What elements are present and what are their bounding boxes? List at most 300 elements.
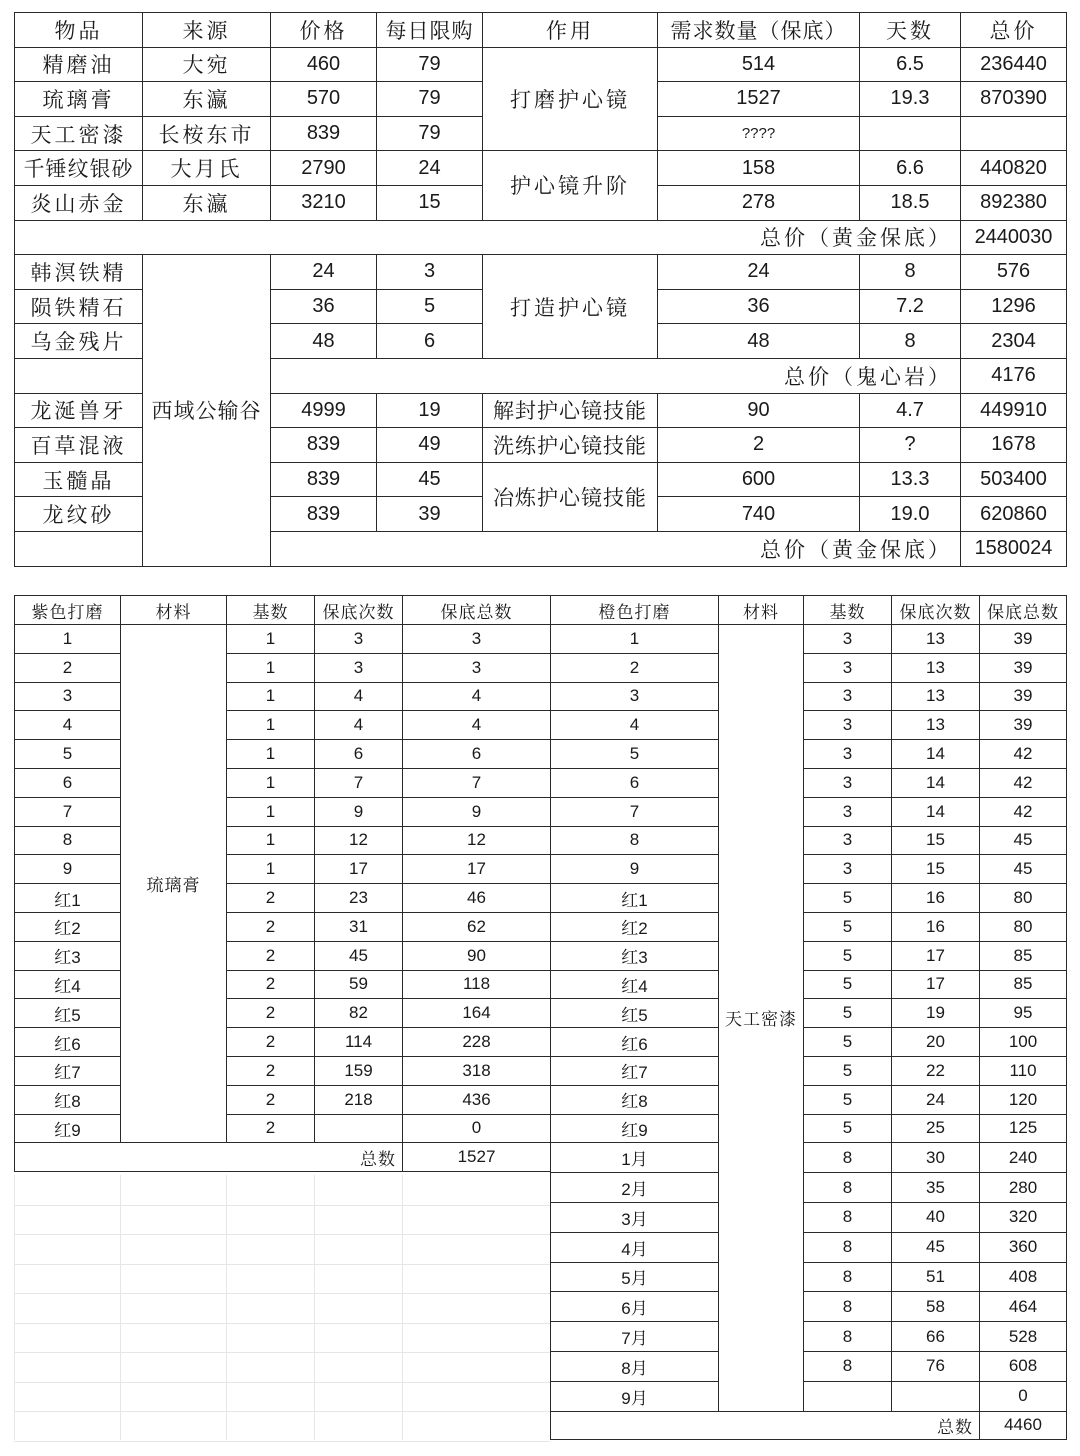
sum-value: 1527 <box>403 1143 551 1172</box>
item-limit: 6 <box>377 324 483 359</box>
base-cell <box>804 1381 892 1411</box>
item-days <box>860 116 961 151</box>
level-cell: 8 <box>551 826 719 855</box>
table-row <box>15 912 551 941</box>
base-cell: 5 <box>804 941 892 970</box>
level-cell: 红7 <box>15 1056 121 1085</box>
level-cell: 红3 <box>15 941 121 970</box>
table-row <box>551 1381 1067 1411</box>
table-row <box>15 884 551 913</box>
item-name: 炎山赤金 <box>15 185 143 220</box>
base-cell: 2 <box>227 941 315 970</box>
times-cell: 4 <box>315 711 403 740</box>
base-cell: 8 <box>804 1143 892 1173</box>
item-total: 449910 <box>961 393 1067 428</box>
base-cell: 1 <box>227 826 315 855</box>
base-cell: 2 <box>227 1056 315 1085</box>
item-demand: 1527 <box>658 82 860 117</box>
total-cell: 120 <box>980 1085 1067 1114</box>
header-demand: 需求数量（保底） <box>658 13 860 48</box>
table-row <box>15 941 551 970</box>
table-row <box>15 47 1067 82</box>
item-limit: 3 <box>377 255 483 290</box>
grid-line <box>14 1205 550 1206</box>
level-cell: 红4 <box>551 970 719 999</box>
item-demand: 514 <box>658 47 860 82</box>
header-use: 作用 <box>483 13 658 48</box>
item-name: 琉璃膏 <box>15 82 143 117</box>
item-price: 36 <box>271 289 377 324</box>
total-cell: 6 <box>403 740 551 769</box>
times-cell: 9 <box>315 797 403 826</box>
level-cell: 红9 <box>15 1114 121 1143</box>
total-cell: 528 <box>980 1322 1067 1352</box>
item-limit: 5 <box>377 289 483 324</box>
item-demand: 158 <box>658 151 860 186</box>
item-price: 839 <box>271 462 377 497</box>
subtotal-value: 1580024 <box>961 531 1067 566</box>
item-demand: ???? <box>658 116 860 151</box>
times-cell: 3 <box>315 625 403 654</box>
times-cell: 40 <box>892 1202 980 1232</box>
item-name: 陨铁精石 <box>15 289 143 324</box>
table-row <box>15 653 551 682</box>
total-cell: 45 <box>980 826 1067 855</box>
base-cell: 5 <box>804 912 892 941</box>
total-cell: 46 <box>403 884 551 913</box>
item-limit: 15 <box>377 185 483 220</box>
level-cell: 3月 <box>551 1202 719 1232</box>
table-row <box>15 855 551 884</box>
header-base: 基数 <box>227 596 315 625</box>
item-source: 东瀛 <box>143 185 271 220</box>
header-material: 材料 <box>121 596 227 625</box>
total-cell: 408 <box>980 1262 1067 1292</box>
total-cell: 12 <box>403 826 551 855</box>
item-days: 8 <box>860 255 961 290</box>
table-row <box>551 682 1067 711</box>
item-source: 东瀛 <box>143 82 271 117</box>
times-cell: 51 <box>892 1262 980 1292</box>
base-cell: 1 <box>227 653 315 682</box>
table-row <box>551 768 1067 797</box>
level-cell: 8 <box>15 826 121 855</box>
base-cell: 8 <box>804 1173 892 1203</box>
total-cell: 39 <box>980 625 1067 654</box>
level-cell: 3 <box>551 682 719 711</box>
subtotal-value: 4176 <box>961 358 1067 393</box>
times-cell: 82 <box>315 999 403 1028</box>
times-cell: 35 <box>892 1173 980 1203</box>
item-price: 2790 <box>271 151 377 186</box>
grid-line <box>14 1382 550 1383</box>
item-days: 8 <box>860 324 961 359</box>
base-cell: 5 <box>804 970 892 999</box>
table-row <box>15 1056 551 1085</box>
level-cell: 红1 <box>551 884 719 913</box>
item-price: 839 <box>271 428 377 463</box>
times-cell: 6 <box>315 740 403 769</box>
level-cell: 红1 <box>15 884 121 913</box>
table-row <box>551 970 1067 999</box>
base-cell: 2 <box>227 970 315 999</box>
grid-line <box>14 1293 550 1294</box>
base-cell: 8 <box>804 1202 892 1232</box>
table-row <box>15 255 1067 290</box>
times-cell: 25 <box>892 1114 980 1143</box>
times-cell: 17 <box>892 941 980 970</box>
level-cell: 6月 <box>551 1292 719 1322</box>
material-cell: 天工密漆 <box>719 625 804 1412</box>
total-cell: 85 <box>980 941 1067 970</box>
level-cell: 9月 <box>551 1381 719 1411</box>
header-daily-limit: 每日限购 <box>377 13 483 48</box>
item-demand: 36 <box>658 289 860 324</box>
item-limit: 24 <box>377 151 483 186</box>
times-cell: 17 <box>892 970 980 999</box>
base-cell: 8 <box>804 1292 892 1322</box>
item-days: 18.5 <box>860 185 961 220</box>
item-days: 6.6 <box>860 151 961 186</box>
subtotal-label: 总价（黄金保底） <box>15 220 961 255</box>
item-name: 玉髓晶 <box>15 462 143 497</box>
item-days: 7.2 <box>860 289 961 324</box>
header-level: 紫色打磨 <box>15 596 121 625</box>
base-cell: 1 <box>227 797 315 826</box>
times-cell: 59 <box>315 970 403 999</box>
total-cell: 42 <box>980 740 1067 769</box>
subtotal-value: 2440030 <box>961 220 1067 255</box>
level-cell: 红5 <box>15 999 121 1028</box>
times-cell: 14 <box>892 797 980 826</box>
table-row <box>551 941 1067 970</box>
item-demand: 24 <box>658 255 860 290</box>
item-total: 576 <box>961 255 1067 290</box>
base-cell: 1 <box>227 711 315 740</box>
total-cell: 42 <box>980 768 1067 797</box>
total-cell: 318 <box>403 1056 551 1085</box>
times-cell: 19 <box>892 999 980 1028</box>
item-name: 百草混液 <box>15 428 143 463</box>
item-name: 天工密漆 <box>15 116 143 151</box>
table-row <box>15 711 551 740</box>
sum-label: 总数 <box>551 1411 980 1440</box>
total-cell: 164 <box>403 999 551 1028</box>
item-demand: 2 <box>658 428 860 463</box>
material-cell: 琉璃膏 <box>121 625 227 1143</box>
item-limit: 45 <box>377 462 483 497</box>
item-demand: 90 <box>658 393 860 428</box>
grid-line <box>14 1411 550 1412</box>
sum-row <box>551 1411 1067 1440</box>
level-cell: 2 <box>15 653 121 682</box>
item-total <box>961 116 1067 151</box>
table-row <box>551 1173 1067 1203</box>
item-price: 3210 <box>271 185 377 220</box>
times-cell: 66 <box>892 1322 980 1352</box>
base-cell: 3 <box>804 682 892 711</box>
grid-line <box>314 1175 315 1440</box>
grid-line <box>14 1264 550 1265</box>
times-cell: 218 <box>315 1085 403 1114</box>
item-name: 韩溟铁精 <box>15 255 143 290</box>
shared-source: 西域公输谷 <box>143 255 271 566</box>
base-cell: 5 <box>804 884 892 913</box>
times-cell: 17 <box>315 855 403 884</box>
table-row <box>551 884 1067 913</box>
total-cell: 9 <box>403 797 551 826</box>
times-cell <box>892 1381 980 1411</box>
total-cell: 39 <box>980 682 1067 711</box>
base-cell: 2 <box>227 912 315 941</box>
item-limit: 79 <box>377 116 483 151</box>
item-source: 大月氏 <box>143 151 271 186</box>
table-row <box>15 151 1067 186</box>
base-cell: 3 <box>804 711 892 740</box>
header-guarantee-times: 保底次数 <box>315 596 403 625</box>
total-cell: 3 <box>403 653 551 682</box>
item-price: 48 <box>271 324 377 359</box>
item-total: 1678 <box>961 428 1067 463</box>
times-cell: 16 <box>892 912 980 941</box>
level-cell: 红7 <box>551 1056 719 1085</box>
level-cell: 5 <box>15 740 121 769</box>
header-row <box>15 13 1067 48</box>
times-cell: 159 <box>315 1056 403 1085</box>
item-total: 892380 <box>961 185 1067 220</box>
subtotal-label: 总价（鬼心岩） <box>271 358 961 393</box>
level-cell: 7 <box>15 797 121 826</box>
item-total: 440820 <box>961 151 1067 186</box>
item-price: 24 <box>271 255 377 290</box>
base-cell: 8 <box>804 1322 892 1352</box>
times-cell: 14 <box>892 740 980 769</box>
table-row <box>551 1232 1067 1262</box>
times-cell: 14 <box>892 768 980 797</box>
level-cell: 4月 <box>551 1232 719 1262</box>
item-limit: 39 <box>377 497 483 532</box>
table-row <box>551 797 1067 826</box>
table-row <box>15 999 551 1028</box>
header-item: 物品 <box>15 13 143 48</box>
table-row <box>551 999 1067 1028</box>
total-cell: 39 <box>980 653 1067 682</box>
base-cell: 8 <box>804 1351 892 1381</box>
item-price: 839 <box>271 116 377 151</box>
item-limit: 49 <box>377 428 483 463</box>
level-cell: 红4 <box>15 970 121 999</box>
header-total: 总价 <box>961 13 1067 48</box>
grid-line <box>14 1323 550 1324</box>
base-cell: 5 <box>804 1028 892 1057</box>
table-row <box>551 740 1067 769</box>
total-cell: 62 <box>403 912 551 941</box>
table-row <box>551 1143 1067 1173</box>
item-total: 236440 <box>961 47 1067 82</box>
item-source: 大宛 <box>143 47 271 82</box>
item-name: 龙纹砂 <box>15 497 143 532</box>
total-cell: 608 <box>980 1351 1067 1381</box>
use-polish: 打磨护心镜 <box>483 47 658 151</box>
item-total: 503400 <box>961 462 1067 497</box>
grid-line <box>226 1175 227 1440</box>
subtotal-label: 总价（黄金保底） <box>15 531 961 566</box>
item-price: 460 <box>271 47 377 82</box>
table-row <box>15 1114 551 1143</box>
base-cell: 5 <box>804 1114 892 1143</box>
item-total: 2304 <box>961 324 1067 359</box>
use-unseal-skill: 解封护心镜技能 <box>483 393 658 428</box>
base-cell: 5 <box>804 1085 892 1114</box>
table-row <box>15 1028 551 1057</box>
orange-polish-table <box>550 595 1067 1440</box>
use-reroll-skill: 洗练护心镜技能 <box>483 428 658 463</box>
level-cell: 6 <box>15 768 121 797</box>
header-row <box>15 596 551 625</box>
total-cell: 240 <box>980 1143 1067 1173</box>
base-cell: 3 <box>804 768 892 797</box>
header-source: 来源 <box>143 13 271 48</box>
total-cell: 436 <box>403 1085 551 1114</box>
base-cell: 1 <box>227 682 315 711</box>
level-cell: 4 <box>15 711 121 740</box>
level-cell: 红6 <box>551 1028 719 1057</box>
header-days: 天数 <box>860 13 961 48</box>
item-demand: 278 <box>658 185 860 220</box>
item-total: 1296 <box>961 289 1067 324</box>
level-cell: 红2 <box>15 912 121 941</box>
total-cell: 110 <box>980 1056 1067 1085</box>
table-row <box>15 970 551 999</box>
base-cell: 5 <box>804 1056 892 1085</box>
item-limit: 79 <box>377 82 483 117</box>
table-row <box>551 1292 1067 1322</box>
material-cost-table <box>14 12 1067 567</box>
grid-line <box>402 1175 403 1440</box>
table-row <box>551 1085 1067 1114</box>
base-cell: 8 <box>804 1232 892 1262</box>
table-row <box>15 740 551 769</box>
item-source: 长桉东市 <box>143 116 271 151</box>
header-guarantee-total: 保底总数 <box>403 596 551 625</box>
subtotal-row <box>15 531 1067 566</box>
times-cell <box>315 1114 403 1143</box>
times-cell: 45 <box>892 1232 980 1262</box>
item-limit: 79 <box>377 47 483 82</box>
level-cell: 1 <box>551 625 719 654</box>
header-guarantee-total: 保底总数 <box>980 596 1067 625</box>
total-cell: 95 <box>980 999 1067 1028</box>
times-cell: 13 <box>892 682 980 711</box>
level-cell: 5 <box>551 740 719 769</box>
times-cell: 22 <box>892 1056 980 1085</box>
table-row <box>15 682 551 711</box>
base-cell: 1 <box>227 768 315 797</box>
times-cell: 4 <box>315 682 403 711</box>
grid-line <box>120 1175 121 1440</box>
total-cell: 7 <box>403 768 551 797</box>
level-cell: 2月 <box>551 1173 719 1203</box>
level-cell: 8月 <box>551 1351 719 1381</box>
total-cell: 39 <box>980 711 1067 740</box>
level-cell: 9 <box>551 855 719 884</box>
times-cell: 114 <box>315 1028 403 1057</box>
level-cell: 9 <box>15 855 121 884</box>
item-price: 839 <box>271 497 377 532</box>
base-cell: 5 <box>804 999 892 1028</box>
level-cell: 红2 <box>551 912 719 941</box>
purple-polish-table <box>14 595 551 1172</box>
times-cell: 16 <box>892 884 980 913</box>
header-base: 基数 <box>804 596 892 625</box>
table-row <box>551 1202 1067 1232</box>
table-row <box>551 1262 1067 1292</box>
grid-line <box>14 1441 550 1442</box>
times-cell: 13 <box>892 653 980 682</box>
item-days: 19.3 <box>860 82 961 117</box>
item-demand: 740 <box>658 497 860 532</box>
times-cell: 15 <box>892 826 980 855</box>
table-row <box>551 1351 1067 1381</box>
total-cell: 90 <box>403 941 551 970</box>
level-cell: 1 <box>15 625 121 654</box>
level-cell: 红8 <box>551 1085 719 1114</box>
table-row <box>15 826 551 855</box>
sum-row <box>15 1143 551 1172</box>
total-cell: 320 <box>980 1202 1067 1232</box>
grid-line <box>14 1234 550 1235</box>
empty-cell <box>15 358 143 393</box>
times-cell: 15 <box>892 855 980 884</box>
total-cell: 125 <box>980 1114 1067 1143</box>
item-days: 19.0 <box>860 497 961 532</box>
times-cell: 31 <box>315 912 403 941</box>
total-cell: 0 <box>403 1114 551 1143</box>
level-cell: 7 <box>551 797 719 826</box>
table-row <box>551 711 1067 740</box>
base-cell: 3 <box>804 653 892 682</box>
base-cell: 3 <box>804 740 892 769</box>
item-days: 13.3 <box>860 462 961 497</box>
item-price: 4999 <box>271 393 377 428</box>
item-name: 千锤纹银砂 <box>15 151 143 186</box>
base-cell: 3 <box>804 625 892 654</box>
item-total: 620860 <box>961 497 1067 532</box>
total-cell: 100 <box>980 1028 1067 1057</box>
times-cell: 3 <box>315 653 403 682</box>
times-cell: 13 <box>892 625 980 654</box>
table-row <box>15 625 551 654</box>
item-demand: 600 <box>658 462 860 497</box>
total-cell: 42 <box>980 797 1067 826</box>
level-cell: 3 <box>15 682 121 711</box>
item-total: 870390 <box>961 82 1067 117</box>
grid-line <box>14 1175 15 1440</box>
base-cell: 3 <box>804 855 892 884</box>
times-cell: 45 <box>315 941 403 970</box>
table-row <box>551 625 1067 654</box>
level-cell: 1月 <box>551 1143 719 1173</box>
header-guarantee-times: 保底次数 <box>892 596 980 625</box>
total-cell: 118 <box>403 970 551 999</box>
table-row <box>551 1114 1067 1143</box>
subtotal-row <box>15 220 1067 255</box>
item-demand: 48 <box>658 324 860 359</box>
header-row <box>551 596 1067 625</box>
item-days: 6.5 <box>860 47 961 82</box>
level-cell: 6 <box>551 768 719 797</box>
base-cell: 2 <box>227 1114 315 1143</box>
